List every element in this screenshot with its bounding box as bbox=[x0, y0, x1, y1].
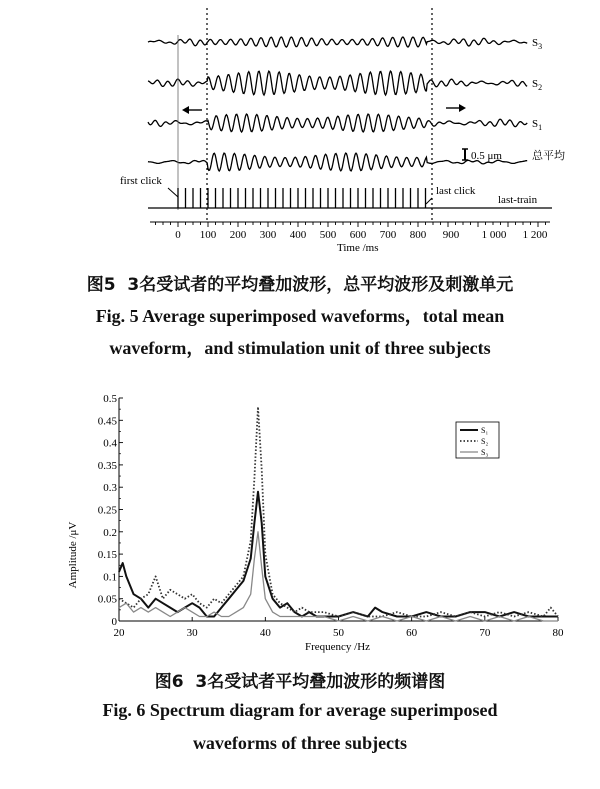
scale-bar-label: 0.5 μm bbox=[471, 150, 502, 162]
right-arrow-icon bbox=[446, 104, 466, 112]
first-click-pointer bbox=[168, 188, 178, 197]
time-tick-label: 1 200 bbox=[522, 229, 548, 241]
last-train-label: last-train bbox=[498, 194, 538, 206]
mean-label: 总平均 bbox=[532, 150, 565, 162]
x-tick-label: 20 bbox=[113, 627, 125, 639]
waveform-s1 bbox=[148, 114, 527, 132]
x-tick-label: 80 bbox=[552, 627, 564, 639]
last-click-label: last click bbox=[436, 185, 476, 197]
legend-label: S₁ bbox=[481, 426, 489, 435]
time-tick-label: 800 bbox=[409, 229, 427, 241]
x-tick-label: 30 bbox=[186, 627, 198, 639]
legend-label: S₂ bbox=[481, 437, 489, 446]
fig5-caption-en-1: Fig. 5 Average superimposed waveforms，total mean bbox=[95, 306, 505, 326]
time-tick-label: 900 bbox=[442, 229, 460, 241]
time-tick-label: 0 bbox=[175, 229, 181, 241]
x-axis-label: Frequency /Hz bbox=[305, 641, 371, 653]
waveform-s2 bbox=[148, 71, 527, 95]
left-arrow-icon bbox=[182, 106, 202, 114]
y-axis-label: Amplitude /μV bbox=[67, 521, 79, 589]
time-tick-label: 1 000 bbox=[481, 229, 507, 241]
y-tick-label: 0.1 bbox=[103, 571, 117, 584]
legend-label: S₃ bbox=[481, 448, 489, 457]
time-axis-ticks bbox=[156, 222, 548, 241]
figure-5 bbox=[0, 0, 600, 260]
x-tick-label: 60 bbox=[406, 627, 418, 639]
time-tick-label: 700 bbox=[379, 229, 397, 241]
time-tick-label: 500 bbox=[319, 229, 337, 241]
x-tick-label: 50 bbox=[333, 627, 344, 639]
time-axis-label: Time /ms bbox=[337, 242, 379, 254]
fig6-caption-cn: 图6 3名受试者平均叠加波形的频谱图 bbox=[154, 672, 446, 692]
series-line-s3 bbox=[119, 532, 558, 621]
y-tick-label: 0.4 bbox=[103, 437, 117, 450]
label-s3: $S_3$ bbox=[532, 37, 543, 51]
label-s2: $S_2$ bbox=[532, 78, 543, 92]
waveform-s3 bbox=[148, 37, 527, 47]
time-tick-label: 600 bbox=[349, 229, 367, 241]
y-tick-label: 0 bbox=[111, 616, 117, 628]
y-tick-label: 0.15 bbox=[97, 549, 117, 562]
last-click-pointer bbox=[426, 198, 432, 204]
time-tick-label: 100 bbox=[199, 229, 217, 241]
click-train bbox=[178, 188, 426, 208]
time-tick-label: 300 bbox=[259, 229, 277, 241]
time-tick-label: 200 bbox=[229, 229, 247, 241]
x-tick-label: 40 bbox=[259, 627, 271, 639]
first-click-label: first click bbox=[120, 175, 162, 187]
fig6-caption-en-1: Fig. 6 Spectrum diagram for average superimposed bbox=[102, 700, 498, 720]
y-tick-label: 0.45 bbox=[97, 415, 117, 428]
chart-legend bbox=[456, 422, 499, 458]
y-tick-label: 0.05 bbox=[97, 593, 117, 606]
fig6-caption-en-2: waveforms of three subjects bbox=[192, 733, 408, 753]
fig5-caption-cn: 图5 3名受试者的平均叠加波形，总平均波形及刺激单元 bbox=[86, 275, 514, 295]
fig5-caption-en-2: waveform，and stimulation unit of three subjects bbox=[109, 338, 491, 358]
y-tick-label: 0.25 bbox=[97, 504, 117, 517]
x-tick-label: 70 bbox=[479, 627, 491, 639]
y-tick-label: 0.3 bbox=[103, 482, 117, 495]
time-tick-label: 400 bbox=[289, 229, 307, 241]
label-s1: $S_1$ bbox=[532, 118, 543, 132]
y-tick-label: 0.2 bbox=[103, 526, 117, 539]
scale-bar-icon bbox=[462, 149, 468, 160]
y-tick-label: 0.35 bbox=[97, 459, 117, 472]
y-tick-label: 0.5 bbox=[103, 393, 117, 405]
figure-6-chart bbox=[0, 380, 600, 660]
